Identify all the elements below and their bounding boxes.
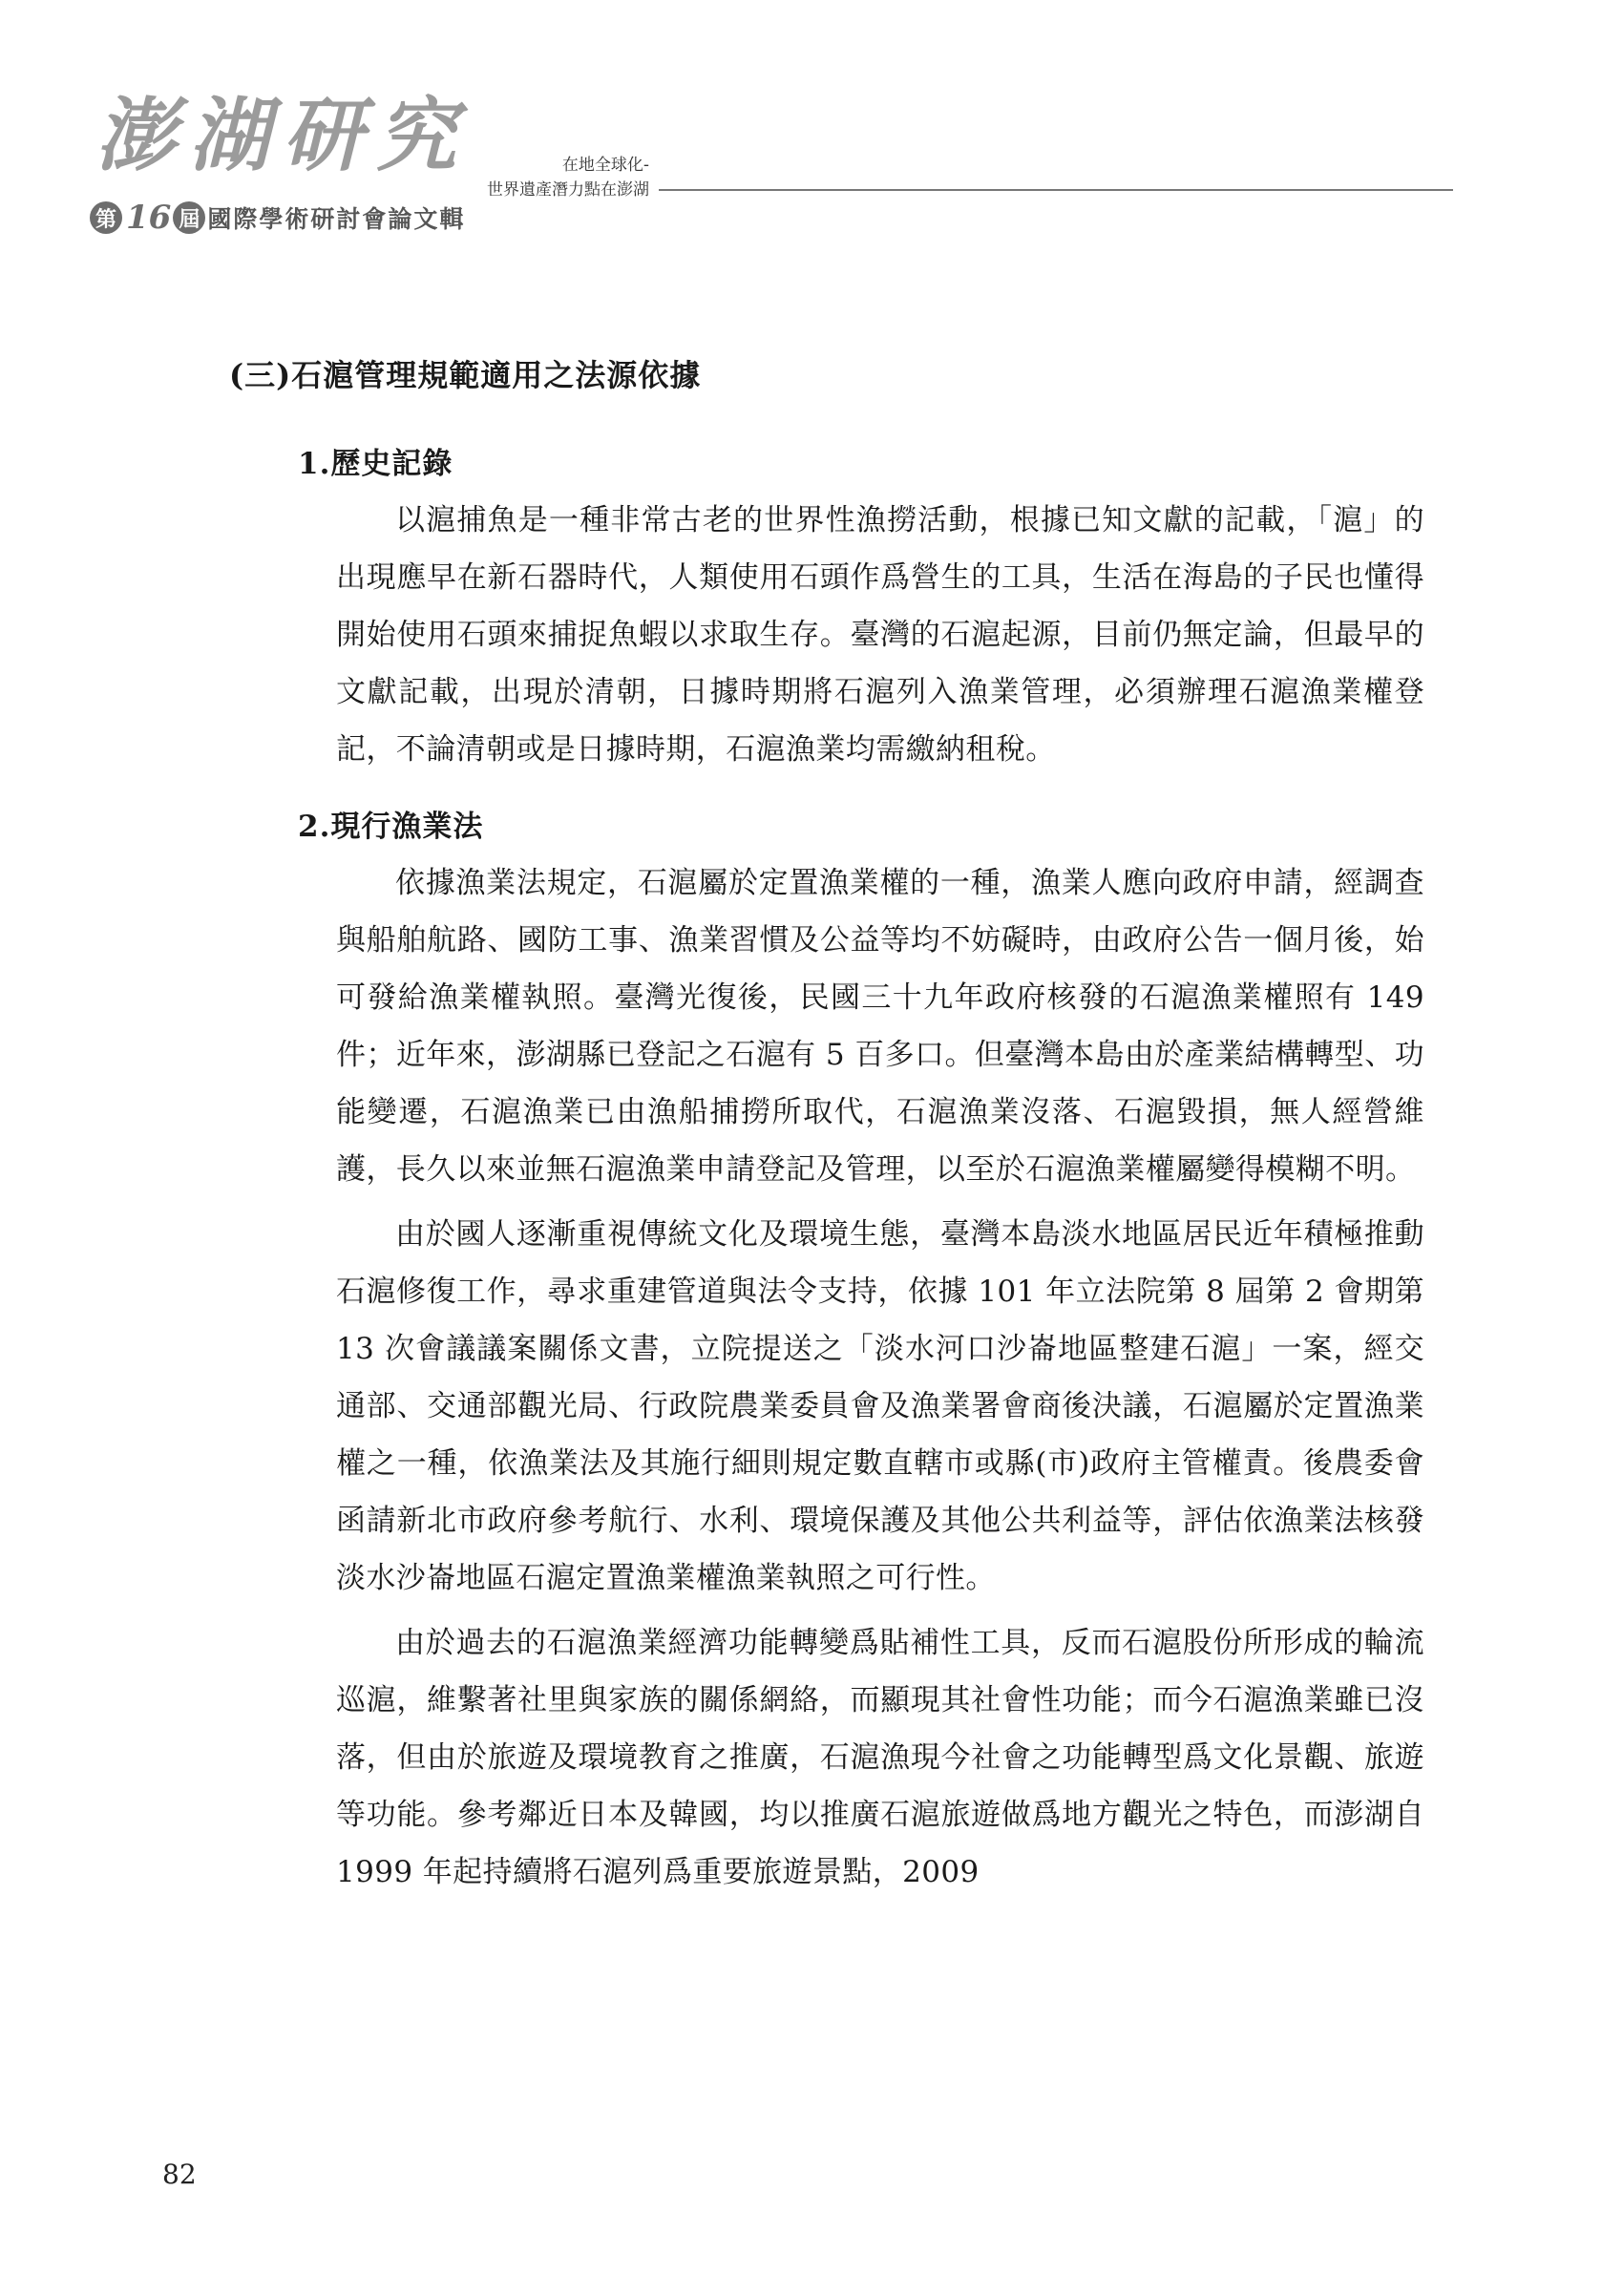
subtitle-line-1: 在地全球化-: [561, 156, 649, 175]
paragraph: 以滬捕魚是一種非常古老的世界性漁撈活動，根據已知文獻的記載，「滬」的出現應早在新石器時代，人類使用石頭作爲營生的工具，生活在海島的子民也懂得開始使用石頭來捕捉魚蝦以求取生存。臺灣的石滬起源，目前仍無定論，但最早的文獻記載，出現於清朝，日據時期將石滬列入漁業管理，必須辦理石滬漁業權登記，不論清朝或是日據時期，石滬漁業均需繳納租稅。: [336, 503, 1424, 767]
series-suffix-badge: 屆: [173, 201, 205, 234]
paragraph: 由於國人逐漸重視傳統文化及環境生態，臺灣本島淡水地區居民近年積極推動石滬修復工作，尋求重建管道與法令支持，依據 101 年立法院第 8 屆第 2 會期第 13 次會議議案關係文書，立院提送之「淡水河口沙崙地區整建石滬」一案，經交通部、交通部觀光局、行政院農業委員會及漁業署會商後決議，石滬屬於定置漁業權之一種，依漁業法及其施行細則規定數直轄市或縣(市)政府主管權責。後農委會函請新北市政府參考航行、水利、環境保護及其他公共利益等，評估依漁業法核發淡水沙崙地區石滬定置漁業權漁業執照之可行性。: [336, 1217, 1424, 1595]
paragraph: 由於過去的石滬漁業經濟功能轉變爲貼補性工具，反而石滬股份所形成的輪流巡滬，維繫著社里與家族的關係網絡，而顯現其社會性功能；而今石滬漁業雖已沒落，但由於旅遊及環境教育之推廣，石滬漁現今社會之功能轉型爲文化景觀、旅遊等功能。參考鄰近日本及韓國，均以推廣石滬旅遊做爲地方觀光之特色，而澎湖自 1999 年起持續將石滬列爲重要旅遊景點，2009: [336, 1626, 1424, 1889]
subsection-2-body: [336, 854, 1424, 1901]
page-number: 82: [162, 2159, 197, 2190]
journal-logo-title: 澎湖研究: [95, 88, 471, 182]
conference-subtitle: [449, 153, 649, 202]
series-prefix-badge: 第: [90, 201, 122, 234]
paragraph: 依據漁業法規定，石滬屬於定置漁業權的一種，漁業人應向政府申請，經調查與船舶航路、國防工事、漁業習慣及公益等均不妨礙時，由政府公告一個月後，始可發給漁業權執照。臺灣光復後，民國三十九年政府核發的石滬漁業權照有 149 件；近年來，澎湖縣已登記之石滬有 5 百多口。但臺灣本島由於產業結構轉型、功能變遷，石滬漁業已由漁船捕撈所取代，石滬漁業沒落、石滬毀損，無人經營維護，長久以來並無石滬漁業申請登記及管理，以至於石滬漁業權屬變得模糊不明。: [336, 866, 1424, 1187]
subsection-1-body: [336, 492, 1424, 786]
subsection-2-heading: 2.現行漁業法: [298, 810, 484, 844]
series-number: 16: [126, 199, 172, 237]
series-title-text: 國際學術研討會論文輯: [207, 205, 466, 233]
page-header: [0, 0, 1623, 248]
subsection-1-heading: 1.歷史記錄: [298, 447, 453, 481]
series-title: [90, 199, 465, 237]
subtitle-line-2: 世界遺產潛力點在澎湖: [487, 180, 649, 200]
section-heading: (三)石滬管理規範適用之法源依據: [229, 357, 702, 393]
header-divider: [659, 189, 1453, 191]
